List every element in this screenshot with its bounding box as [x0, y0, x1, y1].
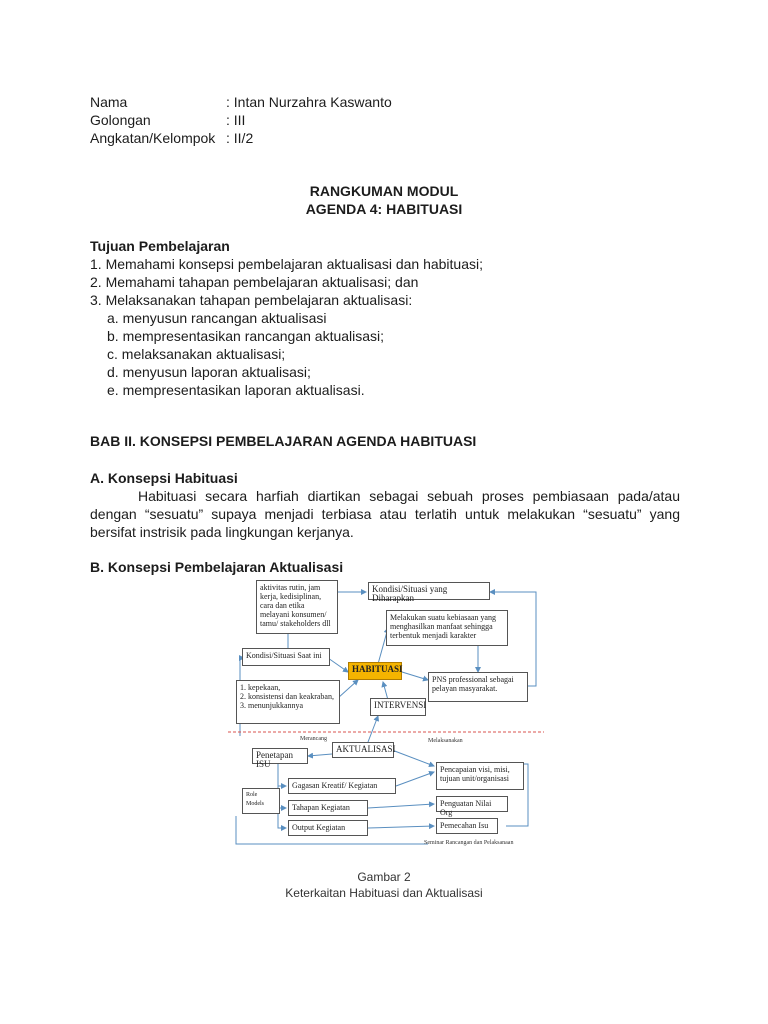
objective-item: 3. Melaksanakan tahapan pembelajaran aktualisasi:: [90, 292, 413, 308]
figure-caption-number: Gambar 2: [357, 870, 411, 884]
box-pencapaian: Pencapaian visi, misi, tujuan unit/organisasi: [436, 762, 524, 790]
box-tahapan: Tahapan Kegiatan: [288, 800, 368, 816]
box-pns: PNS professional sebagai pelayan masyarakat.: [428, 672, 528, 702]
box-output: Output Kegiatan: [288, 820, 368, 836]
box-pemecahan: Pemecahan Isu: [436, 818, 498, 834]
objective-subitem: a. menyusun rancangan aktualisasi: [107, 310, 327, 326]
objective-subitem: b. mempresentasikan rancangan aktualisasi;: [107, 328, 385, 344]
section-b-heading: B. Konsepsi Pembelajaran Aktualisasi: [90, 559, 344, 575]
chapter-heading: BAB II. KONSEPSI PEMBELAJARAN AGENDA HABITUASI: [90, 433, 477, 449]
label-merancang: Merancang: [300, 736, 327, 742]
box-kebiasaan: Melakukan suatu kebiasaan yang menghasilkan manfaat sehingga terbentuk menjadi karakter: [386, 610, 508, 646]
box-intervensi: INTERVENSI: [370, 698, 426, 716]
list-item: 1. kepekaan,: [240, 683, 281, 692]
box-habituasi: HABITUASI: [348, 662, 402, 680]
list-item: 2. konsistensi dan keakraban,: [240, 692, 334, 701]
box-gagasan: Gagasan Kreatif/ Kegiatan: [288, 778, 396, 794]
section-a-heading: A. Konsepsi Habituasi: [90, 470, 238, 486]
box-penetapan: Penetapan ISU: [252, 748, 308, 764]
box-kondisi-saat-ini: Kondisi/Situasi Saat ini: [242, 648, 330, 666]
objective-subitem: c. melaksanakan aktualisasi;: [107, 346, 286, 362]
angkatan-value: : II/2: [226, 130, 254, 146]
label-melaksanakan: Melaksanakan: [428, 738, 463, 744]
section-a-paragraph: Habituasi secara harfiah diartikan sebagai sebuah proses pembiasaan pada/atau dengan “sesuatu” supaya menjadi terbiasa atau terlatih untuk melakukan “sesuatu” yang bersifat instrisik pada lingkungan kerjanya.: [90, 488, 680, 540]
objective-item: 2. Memahami tahapan pembelajaran aktualisasi; dan: [90, 274, 419, 290]
objective-subitem: d. menyusun laporan aktualisasi;: [107, 364, 311, 380]
objective-subitem: e. mempresentasikan laporan aktualisasi.: [107, 382, 365, 398]
document-subtitle: AGENDA 4: HABITUASI: [305, 201, 463, 217]
box-role-models: Role Models: [242, 788, 280, 814]
golongan-value: : III: [226, 112, 246, 128]
name-value: : Intan Nurzahra Kaswanto: [226, 94, 392, 110]
name-label: Nama: [90, 94, 128, 110]
box-penguatan: Penguatan Nilai Org: [436, 796, 508, 812]
objective-item: 1. Memahami konsepsi pembelajaran aktualisasi dan habituasi;: [90, 256, 483, 272]
box-kondisi-harapan: Kondisi/Situasi yang Diharapkan: [368, 582, 490, 600]
angkatan-label: Angkatan/Kelompok: [90, 130, 216, 146]
box-rutin: aktivitas rutin, jam kerja, kedisiplinan, cara dan etika melayani konsumen/ tamu/ stakeholders dll: [256, 580, 338, 634]
document-title: RANGKUMAN MODUL: [309, 183, 459, 199]
figure-caption-title: Keterkaitan Habituasi dan Aktualisasi: [285, 886, 483, 900]
box-aktualisasi: AKTUALISASI: [332, 742, 394, 758]
label-seminar: Seminar Rancangan dan Pelaksanaan: [424, 840, 514, 846]
objectives-heading: Tujuan Pembelajaran: [90, 238, 230, 254]
box-list: [236, 680, 340, 724]
golongan-label: Golongan: [90, 112, 151, 128]
list-item: 3. menunjukkannya: [240, 701, 304, 710]
habituasi-aktualisasi-diagram: [228, 576, 544, 852]
